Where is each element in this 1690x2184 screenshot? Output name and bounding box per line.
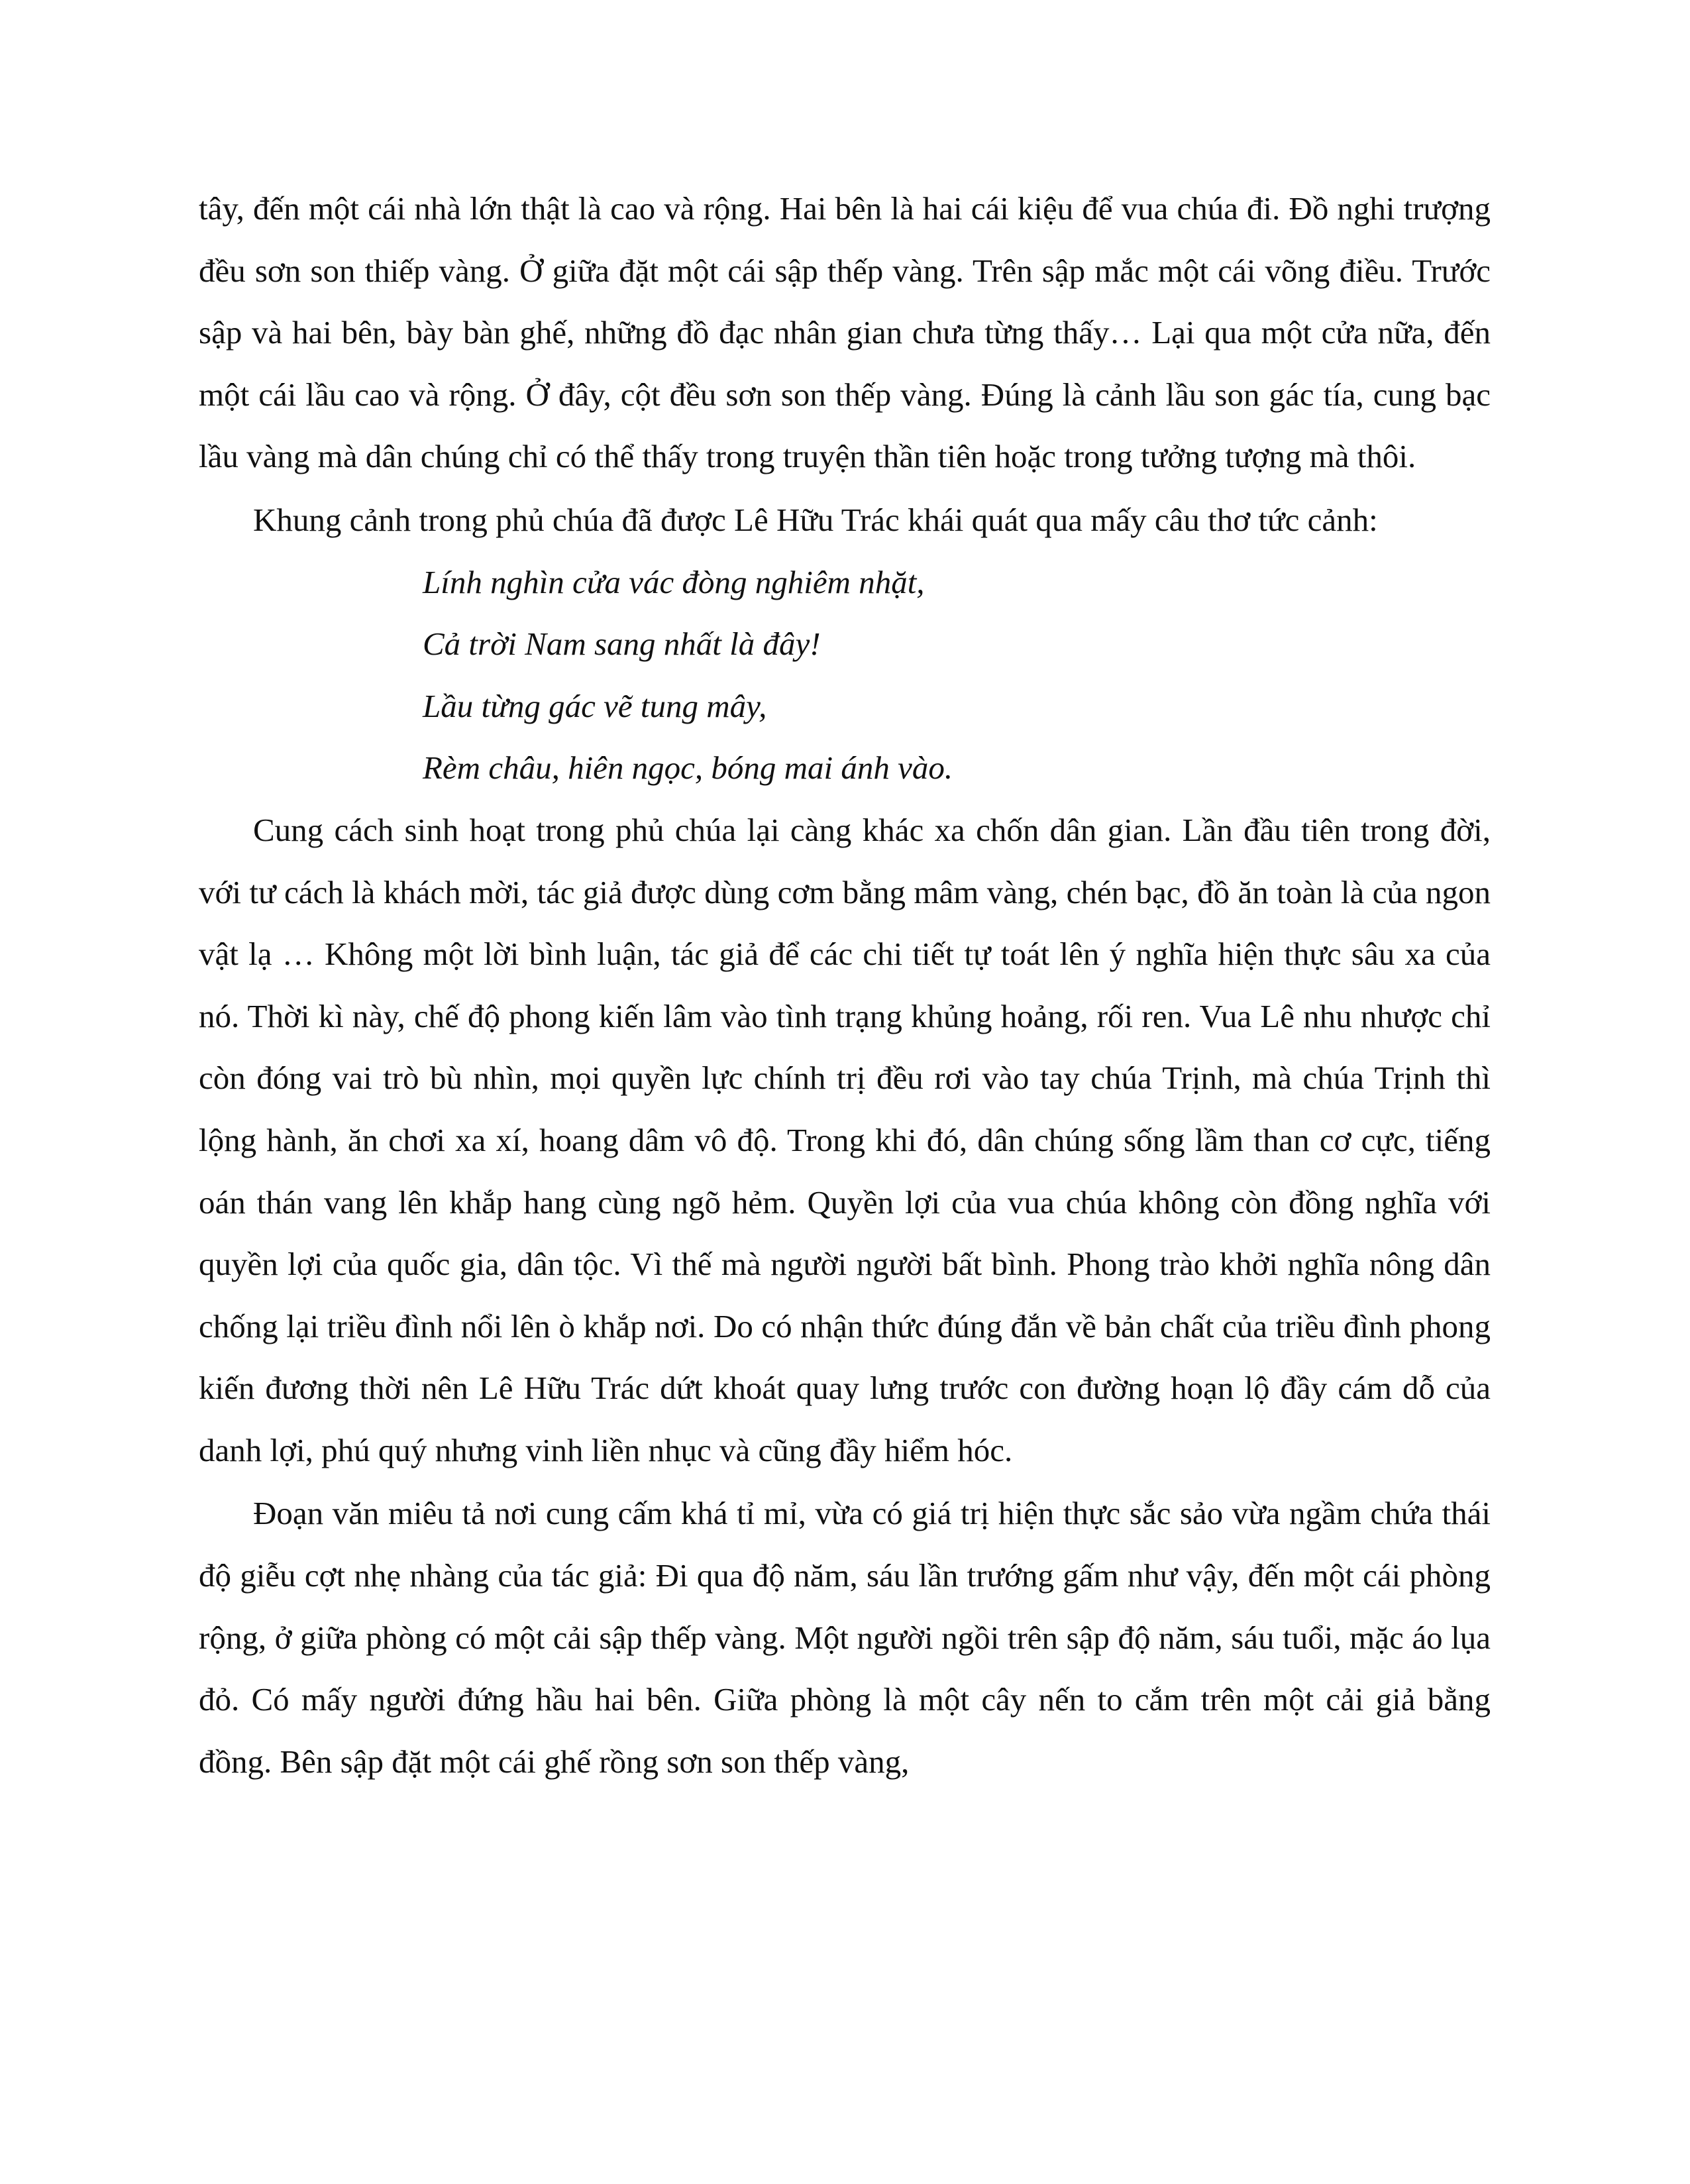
paragraph-4: Đoạn văn miêu tả nơi cung cấm khá tỉ mỉ, vừa có giá trị hiện thực sắc sảo vừa ngầm chứa thái độ giễu cợt nhẹ nhàng của tác giả: Đi qua độ năm, sáu lần trướng gấm như vậy, đến một cái phòng rộng, ở giữa phòng có một cải sập thếp vàng. Một người ngồi trên sập độ năm, sáu tuổi, mặc áo lụa đỏ. Có mấy người đứng hầu hai bên. Giữa phòng là một cây nến to cắm trên một cải giả bằng đồng. Bên sập đặt một cái ghế rồng sơn son thếp vàng, [199, 1495, 1491, 1780]
body-text [199, 178, 1491, 1792]
paragraph-3: Cung cách sinh hoạt trong phủ chúa lại càng khác xa chốn dân gian. Lần đầu tiên trong đời, với tư cách là khách mời, tác giả được dùng cơm bằng mâm vàng, chén bạc, đồ ăn toàn là của ngon vật lạ … Không một lời bình luận, tác giả để các chi tiết tự toát lên ý nghĩa hiện thực sâu xa của nó. Thời kì này, chế độ phong kiến lâm vào tình trạng khủng hoảng, rối ren. Vua Lê nhu nhược chỉ còn đóng vai trò bù nhìn, mọi quyền lực chính trị đều rơi vào tay chúa Trịnh, mà chúa Trịnh thì lộng hành, ăn chơi xa xí, hoang dâm vô độ. Trong khi đó, dân chúng sống lầm than cơ cực, tiếng oán thán vang lên khắp hang cùng ngõ hẻm. Quyền lợi của vua chúa không còn đồng nghĩa với quyền lợi của quốc gia, dân tộc. Vì thế mà người người bất bình. Phong trào khởi nghĩa nông dân chống lại triều đình nổi lên ò khắp nơi. Do có nhận thức đúng đắn về bản chất của triều đình phong kiến đương thời nên Lê Hữu Trác dứt khoát quay lưng trước con đường hoạn lộ đầy cám dỗ của danh lợi, phú quý nhưng vinh liền nhục và cũng đầy hiểm hóc. [199, 811, 1491, 1468]
paragraph-2: Khung cảnh trong phủ chúa đã được Lê Hữu Trác khái quát qua mấy câu thơ tức cảnh: [253, 501, 1378, 538]
poem-line-2: Cả trời Nam sang nhất là đây! [423, 626, 821, 663]
poem [199, 551, 1491, 799]
poem-line-1: Lính nghìn cửa vác đòng nghiêm nhặt, [423, 563, 925, 600]
paragraph-1: tây, đến một cái nhà lớn thật là cao và rộng. Hai bên là hai cái kiệu để vua chúa đi. Đồ nghi trượng đều sơn son thiếp vàng. Ở giữa đặt một cái sập thếp vàng. Trên sập mắc một cái võng điều. Trước sập và hai bên, bày bàn ghế, những đồ đạc nhân gian chưa từng thấy… Lại qua một cửa nữa, đến một cái lầu cao và rộng. Ở đây, cột đều sơn son thếp vàng. Đúng là cảnh lầu son gác tía, cung bạc lầu vàng mà dân chúng chỉ có thể thấy trong truyện thần tiên hoặc trong tưởng tượng mà thôi. [199, 190, 1491, 475]
poem-line-4: Rèm châu, hiên ngọc, bóng mai ánh vào. [423, 749, 953, 787]
poem-line-3: Lầu từng gác vẽ tung mây, [423, 687, 767, 724]
